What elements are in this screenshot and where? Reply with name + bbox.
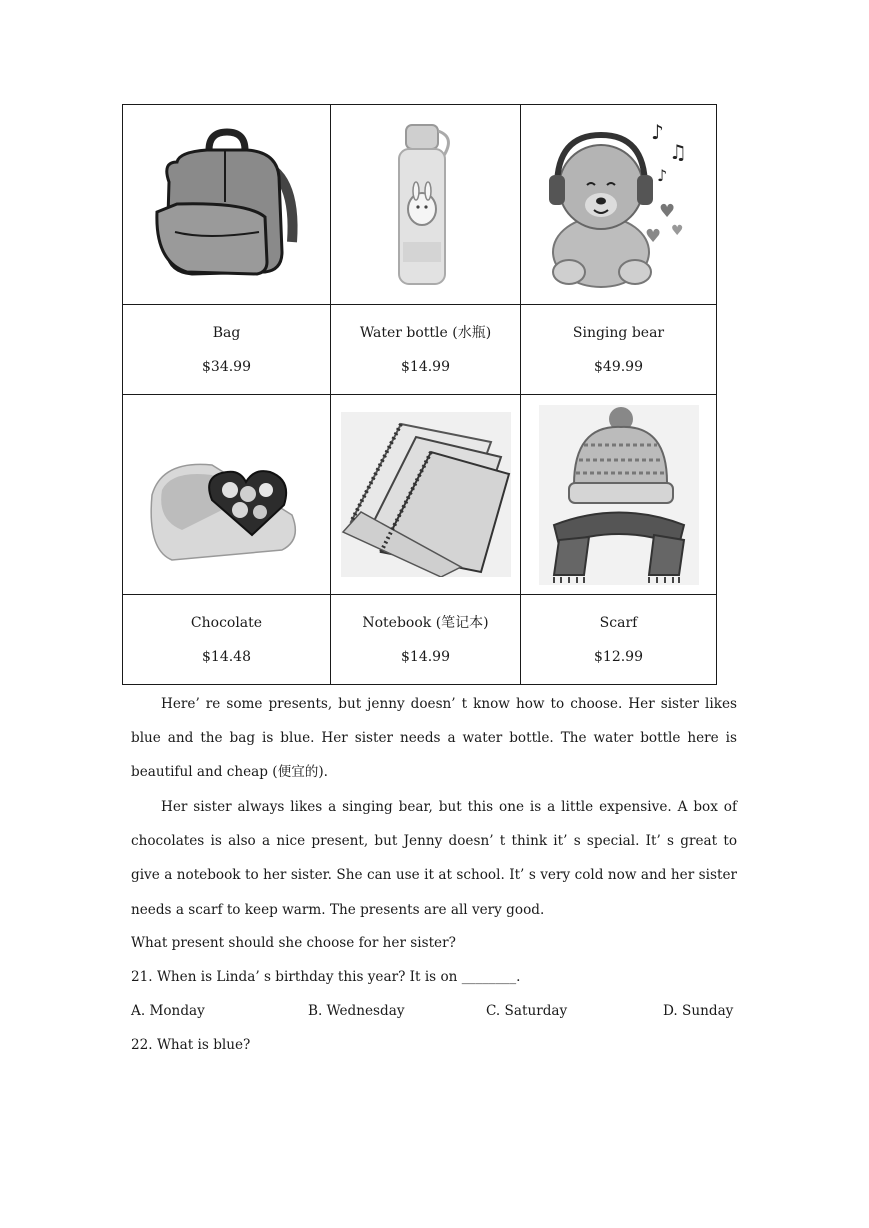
- hat-scarf-icon: [539, 405, 699, 585]
- product-cell-water-bottle: [331, 305, 521, 395]
- product-name: Bag: [212, 324, 241, 341]
- product-table: [122, 104, 717, 685]
- product-price: $14.48: [202, 648, 251, 665]
- product-price: $14.99: [401, 358, 450, 375]
- svg-text:♥: ♥: [644, 226, 661, 247]
- product-price: $34.99: [202, 358, 251, 375]
- product-cell-scarf: [521, 595, 717, 685]
- option-b: B. Wednesday: [308, 1003, 405, 1019]
- water-bottle-icon: [381, 117, 471, 292]
- product-price: $12.99: [594, 648, 643, 665]
- chocolate-image-cell: [123, 395, 331, 595]
- passage-paragraph-1: Here’ re some presents, but jenny doesn’ t know how to choose. Her sister likes blue and the bag is blue. Her sister needs a water bottle. The water bottle here is beautiful and cheap (便宜的).: [131, 696, 737, 781]
- option-d: D. Sunday: [663, 1003, 734, 1019]
- singing-bear-image-cell: [521, 105, 717, 305]
- product-price: $49.99: [594, 358, 643, 375]
- product-cell-singing-bear: [521, 305, 717, 395]
- product-cell-chocolate: [123, 595, 331, 685]
- product-name: Water bottle (水瓶): [359, 324, 492, 341]
- chocolate-box-icon: [142, 420, 312, 570]
- option-c: C. Saturday: [486, 1003, 568, 1019]
- scarf-image-cell: [521, 395, 717, 595]
- svg-text:♪: ♪: [656, 166, 667, 185]
- water-bottle-image-cell: [331, 105, 521, 305]
- question-22: 22. What is blue?: [131, 1037, 251, 1053]
- product-cell-bag: [123, 305, 331, 395]
- product-cell-notebook: [331, 595, 521, 685]
- notebook-image-cell: [331, 395, 521, 595]
- bag-image-cell: [123, 105, 331, 305]
- product-name: Notebook (笔记本): [362, 614, 489, 631]
- svg-text:♥: ♥: [670, 223, 684, 239]
- bear-headphones-icon: [539, 117, 699, 292]
- option-a: A. Monday: [131, 1003, 205, 1019]
- svg-text:♪: ♪: [650, 120, 664, 144]
- svg-text:♫: ♫: [668, 140, 687, 164]
- product-price: $14.99: [401, 648, 450, 665]
- passage-question-line: What present should she choose for her sister?: [131, 935, 456, 951]
- svg-text:♥: ♥: [658, 201, 675, 222]
- passage-paragraph-2: Her sister always likes a singing bear, but this one is a little expensive. A box of chocolates is also a nice present, but Jenny doesn’ t think it’ s special. It’ s great to give a notebook to her sister. She can use it at school. It’ s very cold now and her sister needs a scarf to keep warm. The presents are all very good.: [131, 799, 737, 918]
- product-name: Scarf: [599, 614, 638, 631]
- backpack-icon: [147, 122, 307, 287]
- notebook-icon: [341, 412, 511, 577]
- product-name: Chocolate: [190, 614, 263, 631]
- product-name: Singing bear: [572, 324, 665, 341]
- question-21: 21. When is Linda’ s birthday this year? It is on ________.: [131, 969, 521, 985]
